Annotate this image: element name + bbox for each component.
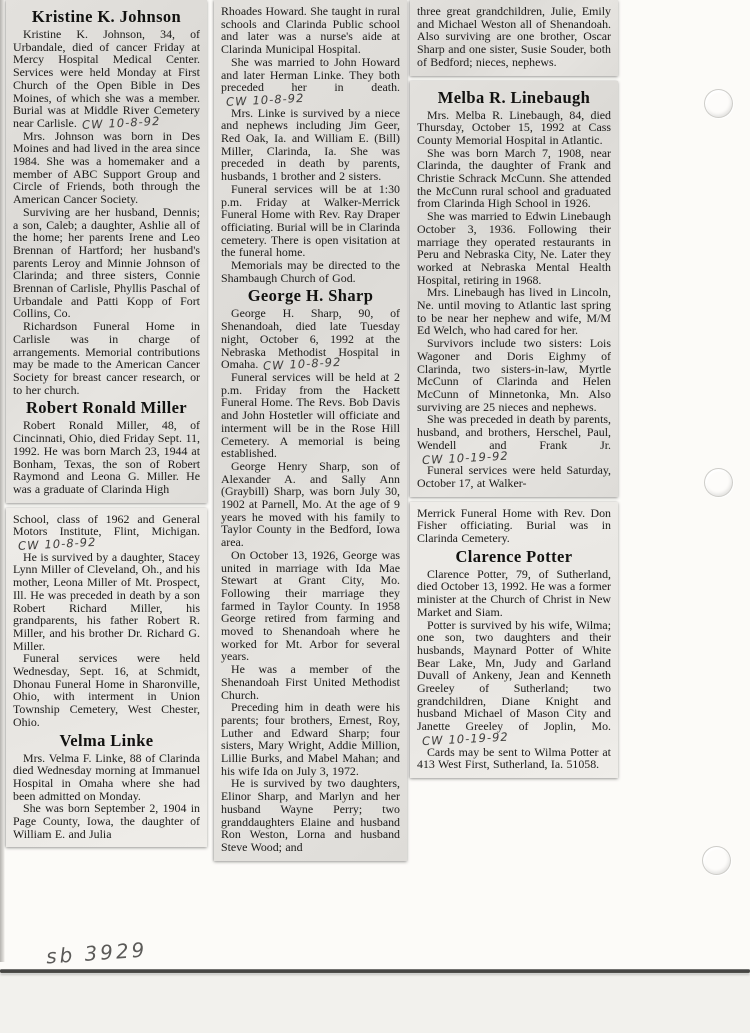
scanner-background (0, 974, 750, 1033)
hole-punch-mark (704, 468, 733, 497)
obituary-headline: Velma Linke (59, 730, 154, 750)
obituary-headline: Kristine K. Johnson (31, 7, 182, 26)
obituary-paragraph: Potter is survived by his wife, Wilma; one son, two daughters and their husbands, Maynard Potter of White Bear Lake, Mn, Judy and Garland Duvall of Ankeny, Jean and Kenneth Greeley of Sutherland; two grandchildren, Diane Knight and husband Michael of Mason City and Janette Greeley of Joplin, Mo. CW 10-19-92 (416, 617, 611, 749)
handwritten-date-annotation: CW 10-8-92 (257, 355, 343, 374)
obituary-paragraph: Cards may be sent to Wilma Potter at 413 West First, Sutherland, Ia. 51058. (417, 744, 611, 772)
obituary-paragraph: Preceding him in death were his parents; four brothers, Ernest, Roy, Luther and Edward Sharp; four sisters, Mary Wright, Addie Million, Lillie Burks, and Mabel Mahan; and his wife Ida on July 3, 1972. (221, 700, 400, 778)
obituary-paragraph: Mrs. Linke is survived by a niece and nephews including Jim Geer, Red Oak, Ia. and William E. (Bill) Miller, Clarinda, Ia. She was preceded in death by parents, husbands, 1 brother and 2 sisters. (221, 105, 400, 184)
newspaper-clipping (410, 0, 618, 76)
obituary-paragraph: School, class of 1962 and General Motors Institute, Flint, Michigan. CW 10-8-92 (12, 511, 200, 554)
hole-punch-mark (704, 89, 733, 118)
obituary-paragraph: Survivors include two sisters: Lois Wagoner and Doris Eighmy of Clarinda, two sisters-in-law, Myrtle McCunn of Clarinda and Helen McCunn of Minnetonka, Mn. Also surviving are 25 nieces and nephews. (417, 336, 611, 414)
obituary-paragraph: Kristine K. Johnson, 34, of Urbandale, died of cancer Friday at Mercy Hospital Medical Center. Services were held Monday at First Church of the Open Bible in Des Moines, of which she was a member. Burial was at Middle River Cemetery near Carlisle. CW 10-8-92 (13, 27, 200, 133)
newspaper-clipping (6, 0, 207, 503)
obituary-paragraph: Funeral services will be at 1:30 p.m. Friday at Walker-Merrick Funeral Home with Rev. Ray Draper officiating. Burial will be in Clarinda cemetery. There is open visitation at the funeral home. (221, 181, 400, 260)
sheet-bottom-edge (0, 969, 750, 973)
obituary-headline: George H. Sharp (247, 286, 374, 306)
obituary-paragraph: Mrs. Melba R. Linebaugh, 84, died Thursday, October 15, 1992 at Cass County Memorial Hospital in Atlantic. (417, 107, 611, 147)
obituary-paragraph: Merrick Funeral Home with Rev. Don Fisher officiating. Burial was in Clarinda Cemetery. (417, 505, 611, 546)
handwritten-date-annotation: CW 10-8-92 (12, 534, 97, 554)
obituary-paragraph: She was born September 2, 1904 in Page County, Iowa, the daughter of William E. and Julia (13, 801, 200, 841)
obituary-paragraph: Rhoades Howard. She taught in rural schools and Clarinda Public school and later was a nurse's aide at Clarinda Municipal Hospital. (221, 4, 400, 57)
clipping-left-edge-shadow (0, 0, 5, 962)
obituary-paragraph: Richardson Funeral Home in Carlisle was in charge of arrangements. Memorial contributions may be made to the American Cancer Society for breast cancer research, or to her church. (13, 319, 200, 397)
obituary-paragraph: Funeral services will be held at 2 p.m. Friday from the Hackett Funeral Home. The Revs. Bob Davis and John Hostetler will officiate and interment will be in the Rose Hill Cemetery. A memorial is being established. (221, 369, 400, 461)
obituary-paragraph: three great grandchildren, Julie, Emily and Michael Weston all of Shenandoah. Also surviving are one brother, Oscar Sharp and one sister, Susie Souder, both of Bedford; nieces, nephews. (417, 4, 611, 69)
handwritten-date-annotation: CW 10-19-92 (416, 729, 510, 749)
obituary-paragraph: George H. Sharp, 90, of Shenandoah, died late Tuesday night, October 6, 1992 at the Nebraska Methodist Hospital in Omaha. CW 10-8-92 (221, 306, 400, 374)
obituary-paragraph: He is survived by a daughter, Stacey Lynn Miller of Cleveland, Oh., and his mother, Leona Miller of Mt. Prospect, Ill. He was preceded in death by a son Robert Richard Miller, his grandparents, his father Robert R. Miller, and his brother Dr. Richard G. Miller. (13, 549, 201, 653)
obituary-column-3 (410, 0, 618, 783)
obituary-paragraph: She was preceded in death by parents, husband, and brothers, Herschel, Paul, Wendell and Frank Jr. CW 10-19-92 (416, 412, 611, 467)
newspaper-clipping (6, 508, 207, 848)
obituary-column-1 (6, 0, 207, 852)
obituary-paragraph: She was married to Edwin Linebaugh October 3, 1936. Following their marriage they operated restaurants in Peru and Nebraska City, Ne. Later they worked at Nebraska Mental Health Hospital, retiring in 1968. (417, 209, 611, 287)
obituary-paragraph: Surviving are her husband, Dennis; a son, Caleb; a daughter, Ashlie all of the home; her parents Irene and Leo Brennan of Hartford; her husband's parents Leroy and Minnie Johnson of Clarinda; and three sisters, Connie Brennan of Carlisle, Phyllis Paschal of Urbandale and Patti Kopp of Fort Collins, Co. (13, 204, 200, 321)
obituary-paragraph: Funeral services were held Wednesday, Sept. 16, at Schmidt, Dhonau Funeral Home in Sharonville, Ohio, with interment in Union Township Cemetery, West Chester, Ohio. (13, 651, 200, 729)
hole-punch-mark (702, 846, 731, 875)
obituary-paragraph: Mrs. Linebaugh has lived in Lincoln, Ne. until moving to Atlantic last spring to be near her nephew and wife, M/M Ed Welch, who had cared for her. (417, 285, 611, 338)
obituary-paragraph: George Henry Sharp, son of Alexander A. and Sally Ann (Graybill) Sharp, was born July 30, 1902 at Parnell, Mo. At the age of 9 years he moved with his family to Taylor County in the Bedford, Iowa area. (221, 458, 400, 550)
archive-code-handwritten: sb 3929 (45, 937, 149, 969)
obituary-column-2 (214, 0, 407, 866)
handwritten-date-annotation: CW 10-8-92 (76, 113, 161, 133)
obituary-paragraph: Clarence Potter, 79, of Sutherland, died October 13, 1992. He was a former minister at the Church of Christ in New Market and Siam. (417, 566, 611, 619)
obituary-paragraph: She was married to John Howard and later Herman Linke. They both preceded her in death. CW 10-8-92 (220, 54, 400, 110)
obituary-headline: Clarence Potter (455, 546, 573, 566)
obituary-headline: Melba R. Linebaugh (437, 87, 591, 107)
obituary-paragraph: Mrs. Velma F. Linke, 88 of Clarinda died Wednesday morning at Immanuel Hospital in Omaha where she had been admitted on Monday. (13, 750, 200, 803)
obituary-paragraph: Robert Ronald Miller, 48, of Cincinnati, Ohio, died Friday Sept. 11, 1992. He was born March 23, 1944 at Bonham, Texas, the son of Robert Raymond and Leona G. Miller. He was a graduate of Clarinda High (13, 418, 200, 496)
obituary-headline: Robert Ronald Miller (25, 398, 188, 418)
obituary-paragraph: Memorials may be directed to the Shambaugh Church of God. (221, 258, 400, 285)
handwritten-date-annotation: CW 10-19-92 (416, 448, 510, 467)
obituary-paragraph: He was a member of the Shenandoah First United Methodist Church. (221, 662, 400, 702)
obituary-paragraph: She was born March 7, 1908, near Clarinda, the daughter of Frank and Christie Schrack McCunn. She attended the McCunn rural school and graduated from Clarinda High School in 1926. (417, 145, 611, 211)
obituary-paragraph: Mrs. Johnson was born in Des Moines and had lived in the area since 1984. She was a homemaker and a member of ABC Support Group and Circle of Friends, both through the American Cancer Society. (13, 128, 200, 207)
handwritten-date-annotation: CW 10-8-92 (220, 90, 305, 110)
newspaper-clipping (214, 0, 407, 861)
newspaper-clipping (410, 502, 618, 778)
obituary-paragraph: Funeral services were held Saturday, October 17, at Walker- (417, 463, 611, 490)
obituary-paragraph: He is survived by two daughters, Elinor Sharp, and Marlyn and her husband Wayne Perry; two granddaughters Elaine and husband Ron Weston, Lorna and husband Steve Wood; and (221, 776, 400, 854)
newspaper-clipping (410, 81, 618, 497)
obituary-paragraph: On October 13, 1926, George was united in marriage with Ida Mae Stewart at Grant City, Mo. Following their marriage they farmed in Taylor County. In 1958 George retired from farming and moved to Shenandoah where he worked for Mt. Arbor for several years. (221, 547, 400, 664)
